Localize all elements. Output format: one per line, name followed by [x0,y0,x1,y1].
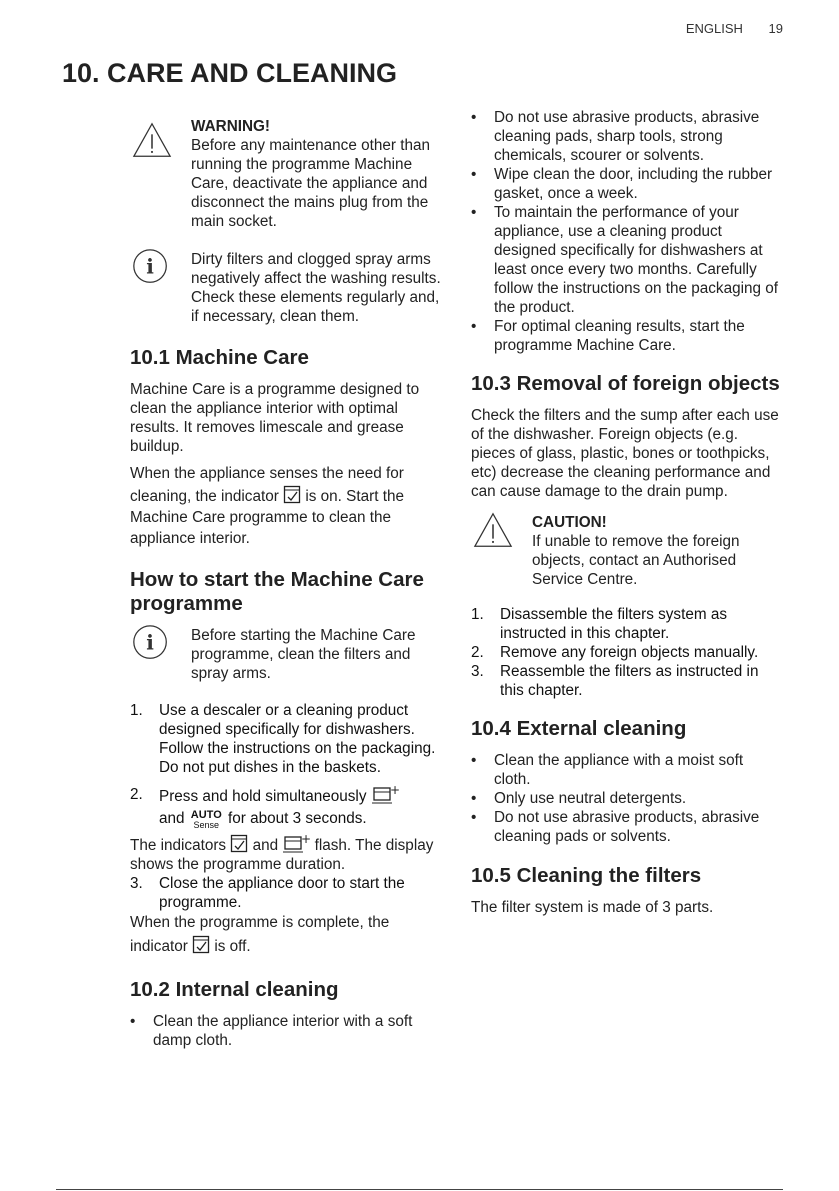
machine-care-paragraph: Machine Care is a programme designed to clean the appliance interior with optimal results. It removes limescale and grease buildup. [130,381,420,455]
external-cleaning-list [471,751,783,846]
list-item: • To maintain the performance of your appliance, use a cleaning product designed specifically for dishwashers at least once every two months. Carefully follow the instructions on the packaging of the product. [471,203,783,317]
list-item: 3. Close the appliance door to start the programme. [130,875,405,911]
list-item: • Do not use abrasive products, abrasive cleaning pads, sharp tools, strong chemicals, scourer or solvents. [471,108,783,165]
machine-care-indicator-icon [283,484,301,504]
indicators-paragraph: The indicators and + flash. The display shows the programme duration. [130,832,434,873]
warning-triangle-icon [472,510,514,552]
machine-care-button-icon [371,784,399,804]
filter-system-paragraph: The filter system is made of 3 parts. [471,899,714,916]
info-note-filters [130,250,442,326]
list-item: 3. Reassemble the filters as instructed in this chapter. [471,663,759,699]
info-icon [130,246,172,288]
auto-sense-button-icon [191,810,222,830]
section-heading-10-3: 10.3 Removal of foreign objects [471,372,780,395]
machine-care-button-icon [282,833,310,853]
caution-text: If unable to remove the foreign objects, contact an Authorised Service Centre. [532,533,740,588]
left-column [130,108,442,1050]
svg-text:+: + [301,832,312,846]
svg-text:i: i [146,630,154,655]
section-heading-how-to-start: How to start the Machine Care programme [130,568,424,615]
auto-sense-sense-text: Sense [193,820,220,830]
page-header [686,21,783,36]
warning-triangle-icon [131,120,173,162]
info-note-before-starting [130,626,442,683]
auto-sense-auto-text: AUTO [190,809,222,821]
svg-text:i: i [146,254,154,279]
list-item: • Wipe clean the door, including the rubber gasket, once a week. [471,165,783,203]
language-label: ENGLISH [685,21,743,36]
programme-complete-paragraph: When the programme is complete, the indicator is off. [130,914,390,955]
machine-care-indicator-icon [230,833,248,853]
section-heading-10-1: 10.1 Machine Care [130,346,309,369]
foreign-objects-steps [471,605,783,700]
info-text-before-starting: Before starting the Machine Care programme, clean the filters and spray arms. [191,627,416,682]
list-item: 1. Use a descaler or a cleaning product designed specifically for dishwashers. Follow the instructions on the packaging. Do not put dishes in the baskets. [130,702,436,776]
machine-care-indicator-paragraph: When the appliance senses the need for cleaning, the indicator is on. Start the Machine Care programme to clean the appliance interior. [130,465,404,547]
caution-note [471,513,783,589]
right-column [471,108,783,925]
machine-care-steps [130,701,442,830]
warning-text: Before any maintenance other than running the programme Machine Care, deactivate the appliance and disconnect the mains plug from the main socket. [191,137,430,230]
section-heading-10-4: 10.4 External cleaning [471,717,687,740]
footer-divider [56,1189,783,1190]
info-icon [130,622,172,664]
list-item: 2. Press and hold simultaneously + and AUTO Sense for about 3 seconds. [130,783,400,830]
machine-care-indicator-icon [192,934,210,954]
internal-cleaning-list [130,1012,450,1050]
list-item: • Clean the appliance with a moist soft cloth. [471,751,783,789]
section-heading-10-5: 10.5 Cleaning the filters [471,864,702,887]
chapter-title: 10. CARE AND CLEANING [62,58,398,88]
list-item: • Only use neutral detergents. [471,789,783,808]
list-item: 2. Remove any foreign objects manually. [471,644,759,661]
warning-note [130,117,442,231]
warning-label: WARNING! [191,118,271,135]
foreign-objects-paragraph: Check the filters and the sump after each use of the dishwasher. Foreign objects (e.g. pieces of glass, plastic, bones or toothpicks, etc) decrease the cleaning performance and can cause damage to the drain pump. [471,407,779,500]
list-item: • Do not use abrasive products, abrasive cleaning pads or solvents. [471,808,783,846]
list-item: • Clean the appliance interior with a soft damp cloth. [130,1012,450,1050]
info-text-filters: Dirty filters and clogged spray arms negatively affect the washing results. Check these elements regularly and, if necessary, clean them. [191,251,441,325]
list-item: 1. Disassemble the filters system as instructed in this chapter. [471,606,727,642]
caution-label: CAUTION! [532,514,607,531]
list-item: • For optimal cleaning results, start the programme Machine Care. [471,317,783,355]
section-heading-10-2: 10.2 Internal cleaning [130,978,339,1001]
page-number: 19 [768,21,783,36]
general-cleaning-list [471,108,783,355]
machine-care-steps-continued [130,874,442,912]
svg-text:+: + [389,783,400,797]
